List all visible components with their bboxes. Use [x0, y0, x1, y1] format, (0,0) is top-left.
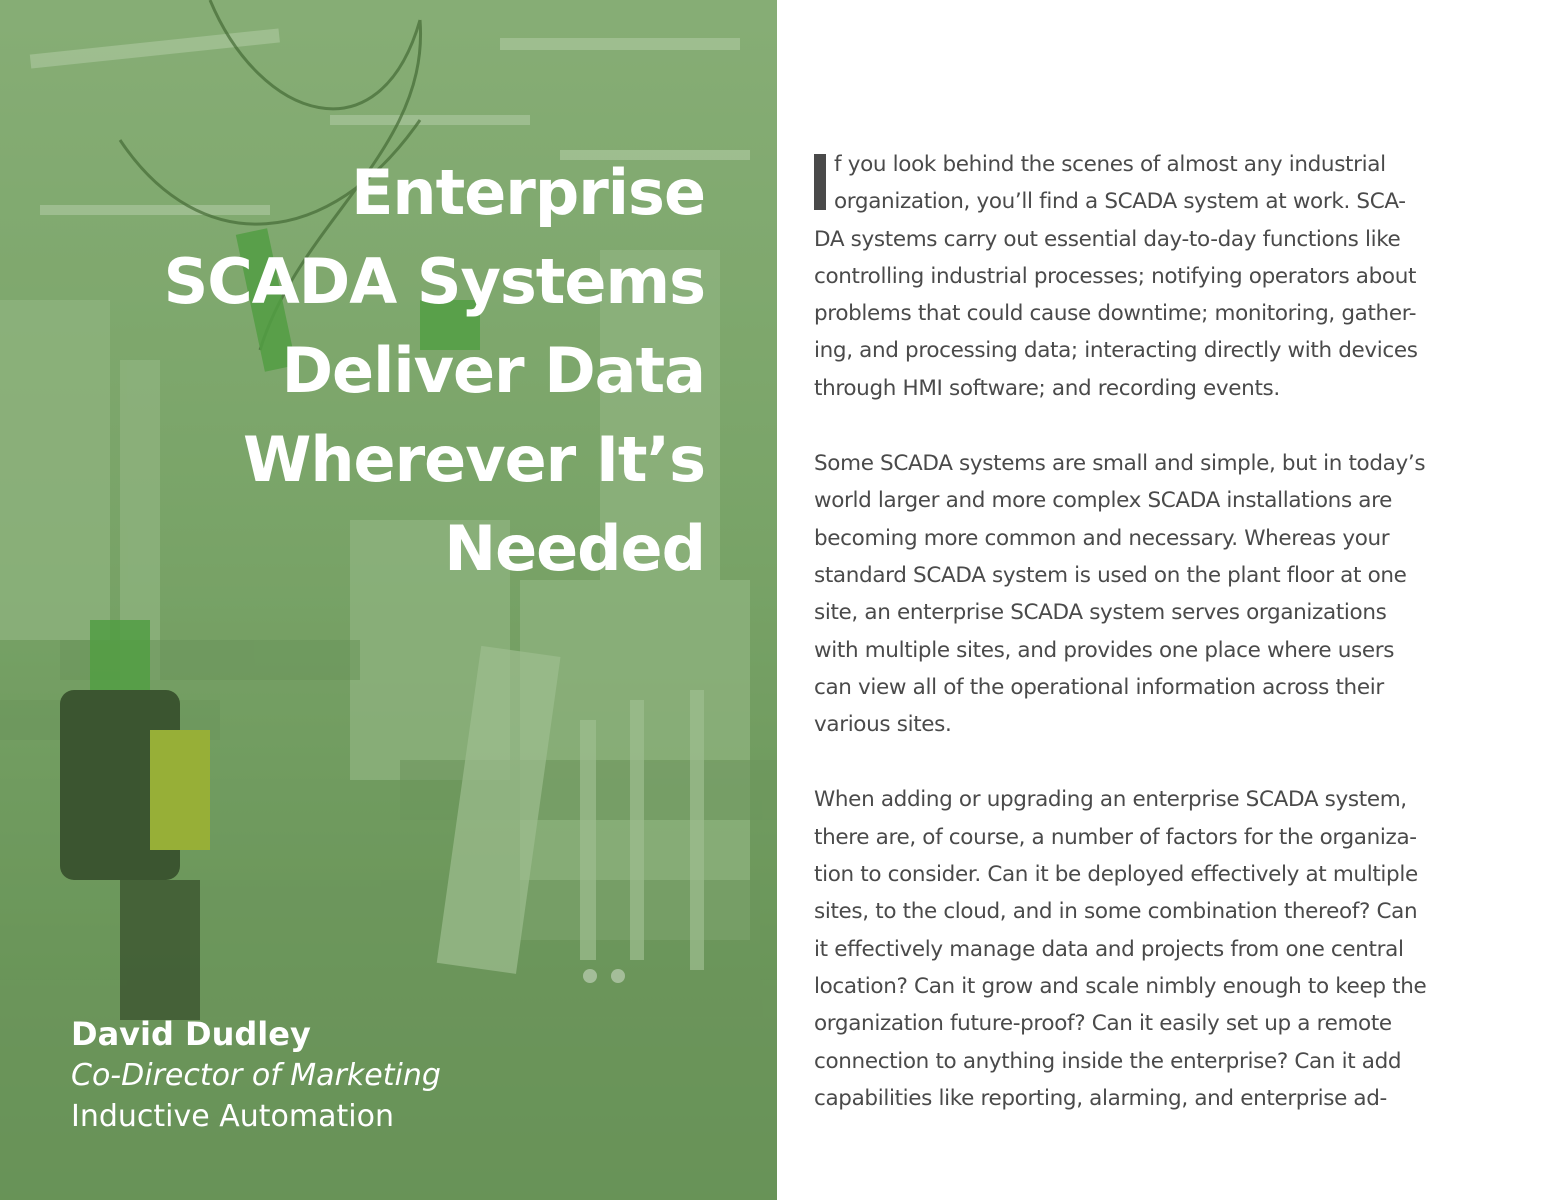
paragraph-line: f you look behind the scenes of almost any industrial — [834, 152, 1386, 177]
paragraph-2 — [814, 445, 1490, 743]
paragraph-line: ing, and processing data; interacting directly with devices — [814, 338, 1418, 364]
paragraph-line: site, an enterprise SCADA system serves organizations — [814, 600, 1387, 626]
paragraph-line: it effectively manage data and projects from one central — [814, 936, 1404, 962]
paragraph-line: there are, of course, a number of factors for the organiza- — [814, 824, 1417, 850]
paragraph-line: becoming more common and necessary. Whereas your — [814, 525, 1390, 551]
paragraph-line: controlling industrial processes; notifying operators about — [814, 263, 1417, 289]
author-name: David Dudley — [71, 1015, 311, 1053]
paragraph-line: through HMI software; and recording events. — [814, 375, 1280, 401]
page-title — [45, 148, 705, 593]
title-line-2: SCADA Systems — [163, 245, 705, 318]
paragraph-1 — [814, 146, 1490, 407]
title-line-5: Needed — [444, 512, 705, 585]
paragraph-line: location? Can it grow and scale nimbly enough to keep the — [814, 973, 1427, 999]
paragraph-line: DA systems carry out essential day-to-day functions like — [814, 226, 1401, 252]
title-line-4: Wherever It’s — [243, 423, 705, 496]
paragraph-line: organization, you’ll find a SCADA system at work. SCA- — [834, 189, 1406, 215]
paragraph-line: can view all of the operational information across their — [814, 674, 1384, 700]
drop-cap-letter — [814, 154, 826, 210]
paragraph-line: various sites. — [814, 712, 952, 738]
paragraph-line: world larger and more complex SCADA installations are — [814, 488, 1393, 514]
paragraph-line: standard SCADA system is used on the plant floor at one — [814, 562, 1407, 588]
author-block — [71, 1013, 441, 1137]
author-role: Co-Director of Marketing — [71, 1058, 441, 1093]
paragraph-line: Some SCADA systems are small and simple, but in today’s — [814, 451, 1426, 477]
paragraph-line: connection to anything inside the enterprise? Can it add — [814, 1048, 1402, 1074]
paragraph-line: tion to consider. Can it be deployed effectively at multiple — [814, 862, 1418, 888]
paragraph-line: capabilities like reporting, alarming, and enterprise ad- — [814, 1085, 1387, 1111]
paragraph-line: organization future-proof? Can it easily set up a remote — [814, 1011, 1392, 1037]
paragraph-line: with multiple sites, and provides one place where users — [814, 637, 1395, 663]
paragraph-line: problems that could cause downtime; monitoring, gather- — [814, 301, 1417, 327]
title-line-1: Enterprise — [351, 156, 705, 229]
paragraph-line: sites, to the cloud, and in some combination thereof? Can — [814, 899, 1418, 925]
author-organization: Inductive Automation — [71, 1099, 394, 1134]
title-line-3: Deliver Data — [281, 334, 705, 407]
paragraph-line: When adding or upgrading an enterprise SCADA system, — [814, 787, 1407, 813]
article-body — [814, 146, 1490, 1155]
paragraph-3 — [814, 781, 1490, 1117]
